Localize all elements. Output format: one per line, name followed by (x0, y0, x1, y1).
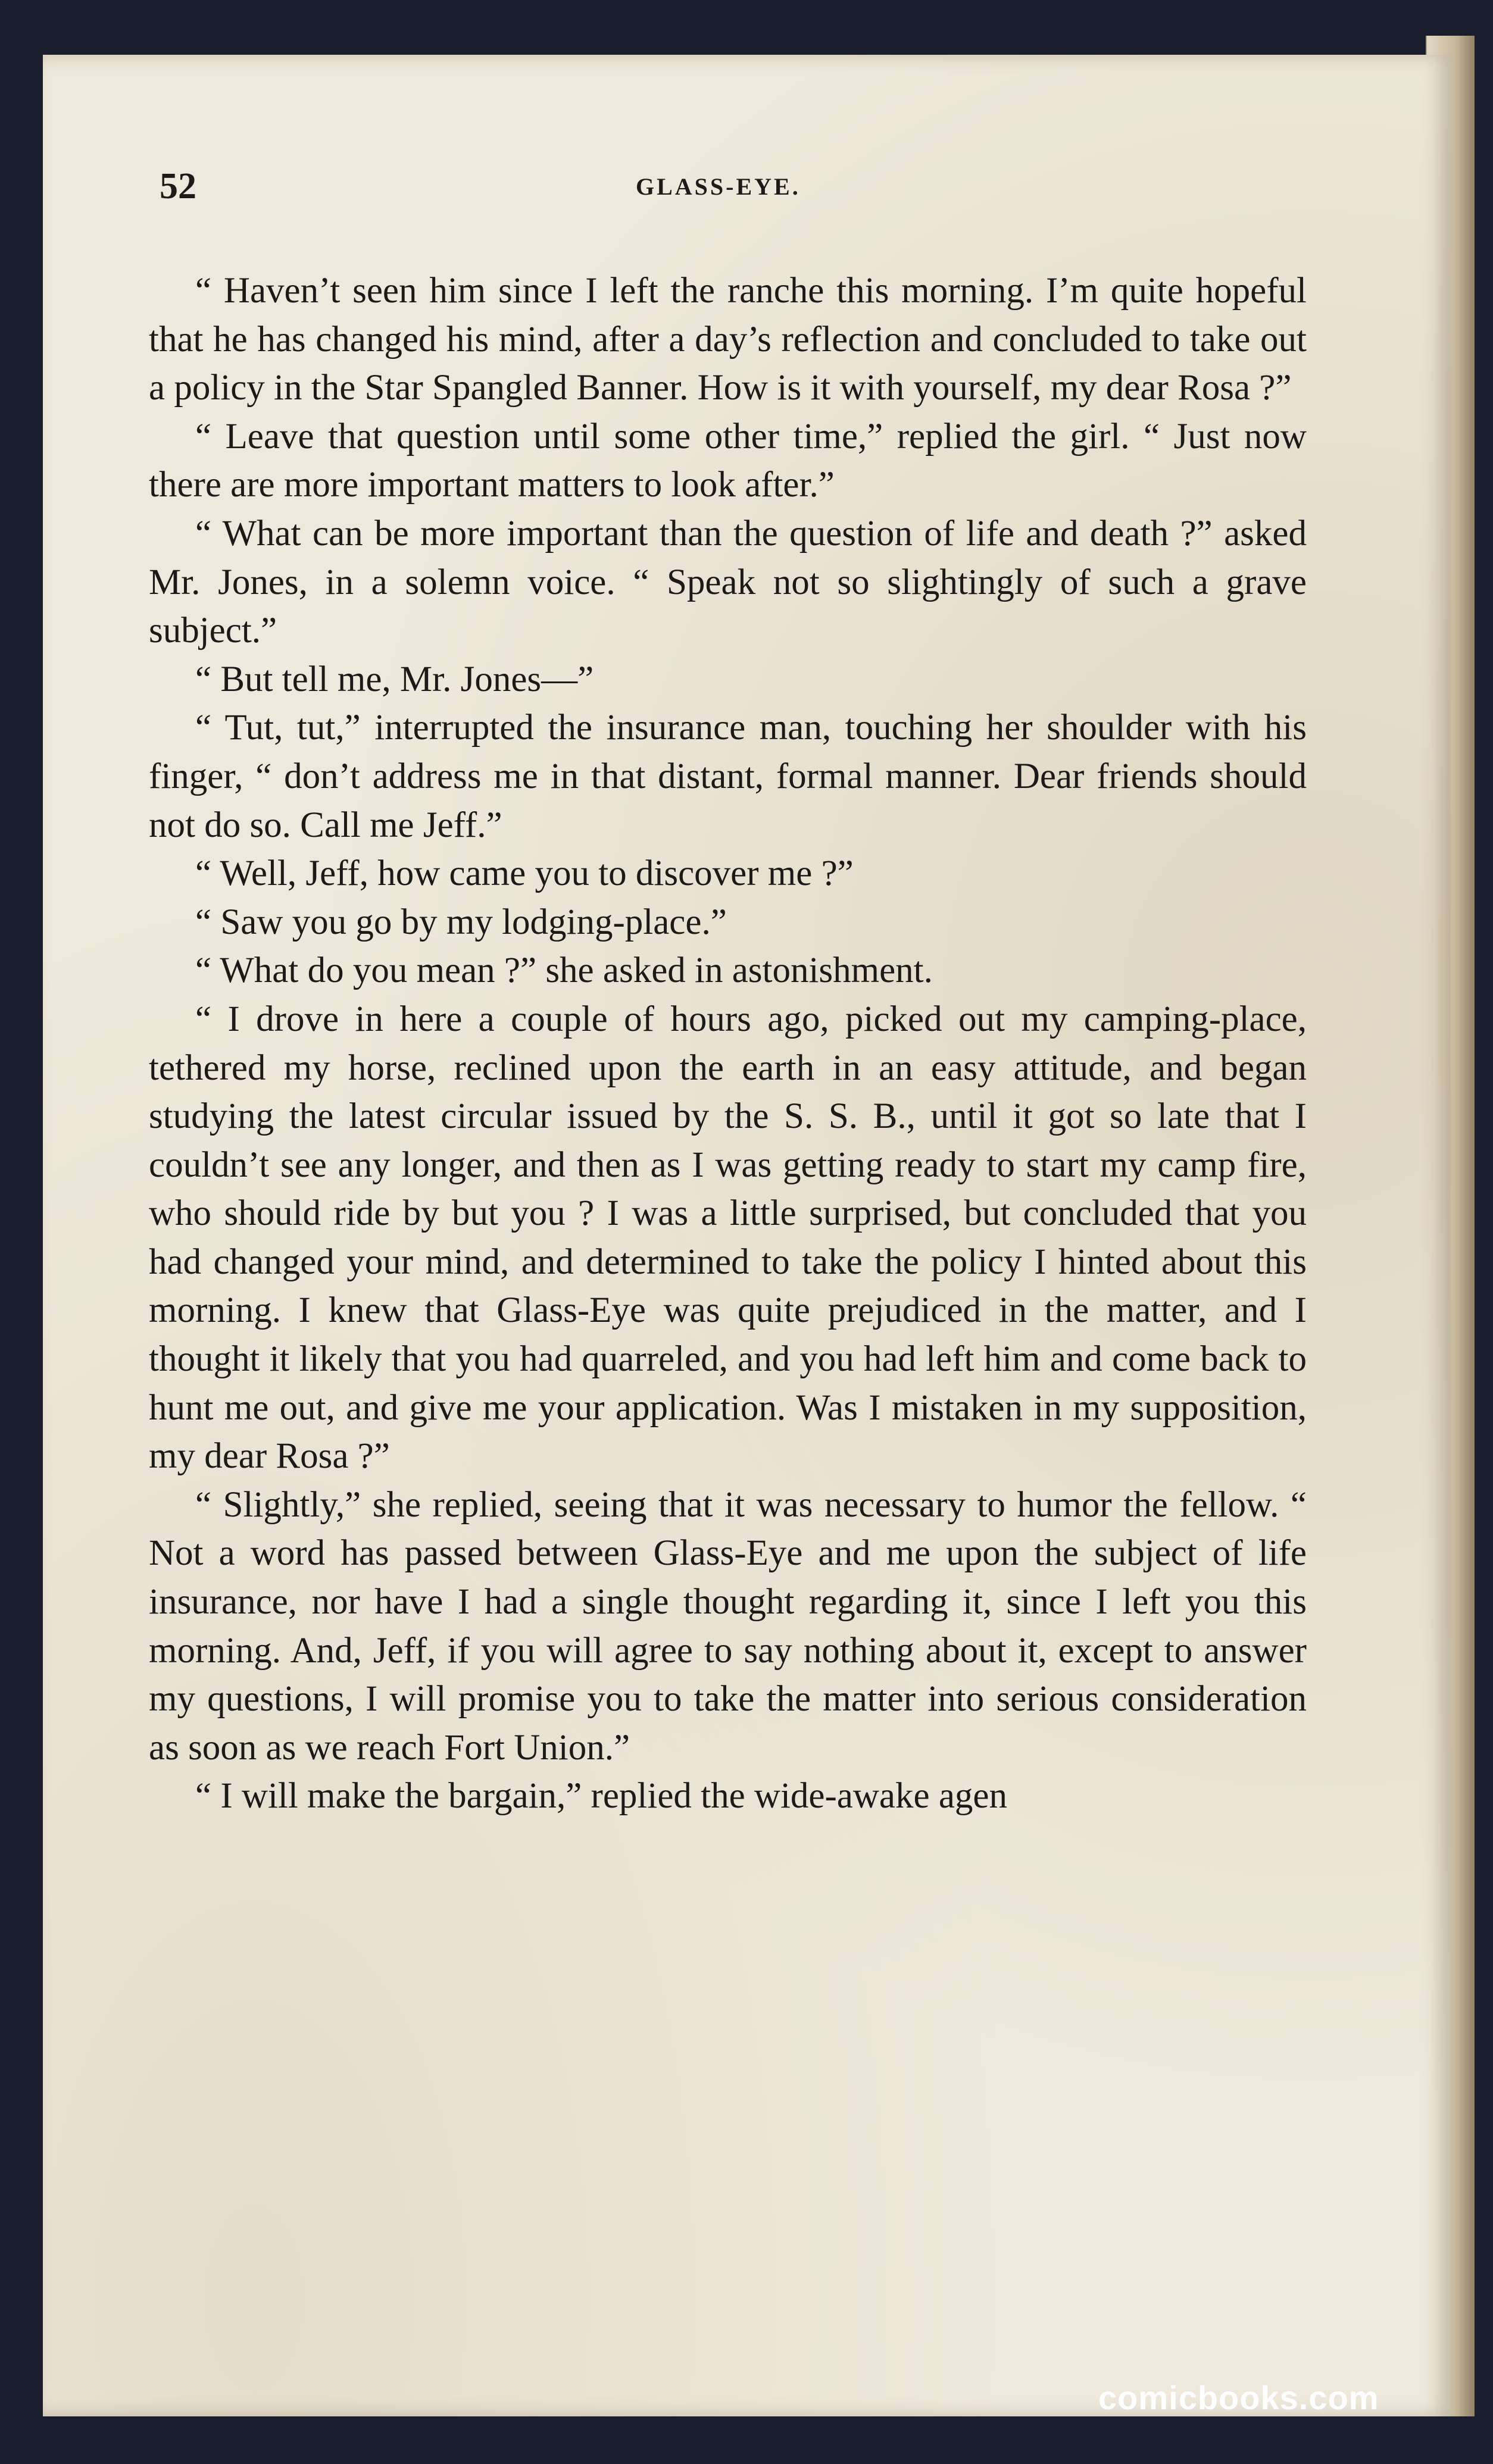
running-title: GLASS-EYE. (636, 173, 801, 200)
paragraph: “ Well, Jeff, how came you to discover me ?” (195, 853, 854, 894)
site-watermark: comicbooks.com (1098, 2379, 1379, 2416)
paragraph: “ What can be more important than the question of life and death ?” asked Mr. Jones, in a solemn voice. “ Speak not so slightingly of such a grave subject.” (149, 513, 1307, 651)
paragraph: “ Tut, tut,” interrupted the insurance man, touching her shoulder with his finger, “ don’t address me in that distant, formal manner. Dear friends should not do so. Call me Jeff.” (149, 708, 1307, 845)
paragraph: “ I drove in here a couple of hours ago, picked out my camping-place, tethered my horse, reclined upon the earth in an easy attitude, and began studying the latest circular issued by the S. S. B., until it got so late that I couldn’t see any longer, and then as I was getting ready to start my camp fire, who should ride by but you ? I was a little surprised, but concluded that you had changed your mind, and determined to take the policy I hinted about this morning. I knew that Glass-Eye was quite prejudiced in the matter, and I thought it likely that you had quarreled, and you had left him and come back to hunt me out, and give me your application. Was I mistaken in my supposition, my dear Rosa ?” (149, 999, 1307, 1477)
paragraph: “ I will make the bargain,” replied the wide-awake agen (195, 1776, 1007, 1816)
paragraph: “ But tell me, Mr. Jones—” (195, 659, 594, 699)
paragraph: “ Leave that question until some other time,” replied the girl. “ Just now there are more important matters to look after.” (149, 416, 1307, 505)
body-text (149, 267, 1307, 1821)
paragraph: “ Saw you go by my lodging-place.” (195, 902, 727, 942)
paragraph: “ What do you mean ?” she asked in astonishment. (195, 950, 933, 991)
paragraph: “ Slightly,” she replied, seeing that it was necessary to humor the fellow. “ Not a word has passed between Glass-Eye and me upon the subject of life insurance, nor have I had a single thought regarding it, since I left you this morning. And, Jeff, if you will agree to say nothing about it, except to answer my questions, I will promise you to take the matter into serious consideration as soon as we reach Fort Union.” (149, 1484, 1307, 1768)
page-header (160, 165, 1291, 213)
page-number: 52 (160, 166, 196, 207)
paragraph: “ Haven’t seen him since I left the ranche this morning. I’m quite hopeful that he has changed his mind, after a day’s reflection and concluded to take out a policy in the Star Spangled Banner. How is it with yourself, my dear Rosa ?” (149, 271, 1307, 408)
